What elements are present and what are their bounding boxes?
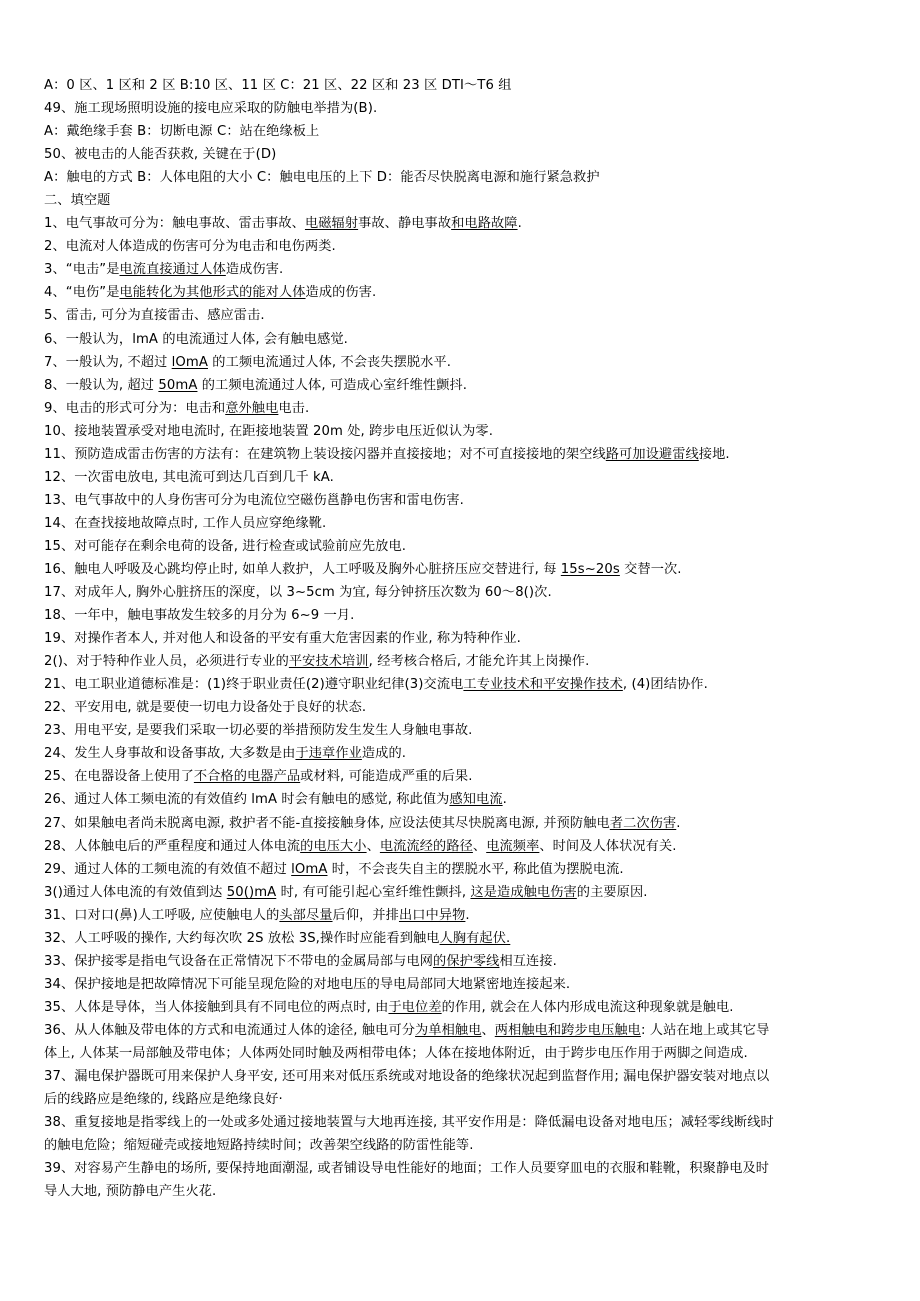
underlined-answer: 电流直接通过人体	[119, 262, 226, 278]
text-line	[44, 698, 884, 718]
text-line	[44, 929, 884, 949]
line-text: A：戴绝缘手套 B：切断电源 C：站在绝缘板上	[44, 124, 320, 140]
underlined-answer: 15s~20s	[560, 561, 620, 577]
line-text: 9、电击的形式可分为：电击和	[44, 400, 226, 416]
line-text: 5、雷击, 可分为直接雷击、感应雷击.	[44, 308, 265, 324]
text-line	[44, 1159, 884, 1179]
line-text: 39、对容易产生静电的场所, 要保持地面潮湿, 或者铺设导电性能好的地面；工作人员要穿皿电的衣服和鞋靴，积聚静电及时	[44, 1161, 770, 1177]
line-text: 后的线路应是绝缘的, 线路应是绝缘良好·	[44, 1092, 283, 1108]
underlined-answer: 为单相触电	[415, 1022, 482, 1038]
line-text: .	[517, 216, 522, 232]
line-text: 事故、静电事故	[358, 216, 452, 232]
line-text: 8、一般认为, 超过	[44, 377, 159, 393]
line-text: 22、平安用电, 就是要使一切电力设备处于良好的状态.	[44, 700, 367, 716]
line-text: 的作用, 就会在人体内形成电流这种现象就是触电.	[441, 999, 734, 1015]
line-text: 24、发生人身事故和设备事故, 大多数是由	[44, 746, 296, 762]
text-line	[44, 1044, 884, 1064]
line-text: 相互连接.	[499, 953, 557, 969]
text-line	[44, 145, 884, 165]
text-line	[44, 721, 884, 741]
line-text: .	[502, 792, 507, 808]
line-text: 2、电流对人体造成的伤害可分为电击和电伤两类.	[44, 239, 336, 255]
line-text: 二、填空题	[44, 193, 111, 209]
line-text: 17、对成年人, 胸外心脏挤压的深度，以 3~5cm 为宜, 每分钟挤压次数为 60～8()次.	[44, 585, 552, 601]
text-line	[44, 537, 884, 557]
line-text: 、	[481, 1022, 495, 1038]
line-text: 的主要原因.	[576, 884, 648, 900]
text-line	[44, 975, 884, 995]
text-line	[44, 652, 884, 672]
line-text: 的触电危险；缩短碰壳或接地短路持续时间；改善架空线路的防雷性能等.	[44, 1138, 474, 1154]
text-line	[44, 514, 884, 534]
text-line	[44, 560, 884, 580]
line-text: 、	[366, 838, 380, 854]
text-line	[44, 76, 884, 96]
underlined-answer: 于违章作业	[295, 746, 362, 762]
underlined-answer: 这是造成触电伤害	[470, 884, 577, 900]
text-line	[44, 260, 884, 280]
underlined-answer: 电能转化为其他形式的能对人体	[119, 285, 306, 301]
line-text: 6、一般认为，lmA 的电流通过人体, 会有触电感觉.	[44, 331, 348, 347]
text-line	[44, 122, 884, 142]
text-line	[44, 952, 884, 972]
text-line	[44, 883, 884, 903]
line-text: 13、电气事故中的人身伤害可分为电流位空磁伤邕静电伤害和雷电伤害.	[44, 492, 464, 508]
text-line	[44, 214, 884, 234]
text-line	[44, 790, 884, 810]
underlined-answer: 人胸有起伏.	[439, 930, 511, 946]
underlined-answer: 两相触电和跨步电压触电	[494, 1022, 641, 1038]
line-text: 26、通过人体工频电流的有效值约 lmA 时会有触电的感觉, 称此值为	[44, 792, 450, 808]
line-text: 27、如果触电者尚未脱离电源, 救护者不能-直接接触身体, 应设法使其尽快脱离电源, 并预防触电	[44, 815, 610, 831]
text-line	[44, 468, 884, 488]
text-line	[44, 1113, 884, 1133]
line-text: 电击.	[278, 400, 310, 416]
line-text: 2()、对于特种作业人员，必须进行专业的	[44, 654, 289, 670]
text-line	[44, 1136, 884, 1156]
line-text: .	[676, 815, 681, 831]
line-text: 接地.	[698, 446, 730, 462]
text-line	[44, 376, 884, 396]
line-text: 交替一次.	[619, 561, 682, 577]
text-line	[44, 399, 884, 419]
underlined-answer: 意外触电	[225, 400, 279, 416]
line-text: 3、“电击”是	[44, 262, 120, 278]
text-line	[44, 283, 884, 303]
underlined-answer: 电流流经的路径	[379, 838, 473, 854]
text-line	[44, 191, 884, 211]
text-line	[44, 606, 884, 626]
line-text: , 经考核合格后, 才能允许其上岗操作.	[368, 654, 590, 670]
line-text: 34、保护接地是把故障情况下可能呈现危险的对地电压的导电局部同大地紧密地连接起来.	[44, 976, 571, 992]
line-text: 31、口对口(鼻)人工呼吸, 应使触电人的	[44, 907, 280, 923]
line-text: 后仰，并排	[332, 907, 399, 923]
underlined-answer: 的保护零线	[433, 953, 500, 969]
underlined-answer: 头部尽量	[279, 907, 333, 923]
text-line	[44, 1021, 884, 1041]
text-line	[44, 330, 884, 350]
underlined-answer: 路可加设避雷线	[605, 446, 699, 462]
line-text: 时, 有可能引起心室纤维性颤抖,	[276, 884, 471, 900]
document-body	[44, 76, 884, 1202]
line-text: 7、一般认为, 不超过	[44, 354, 172, 370]
line-text: 造成的伤害.	[305, 285, 377, 301]
line-text: 、	[472, 838, 487, 854]
line-text: 的工频电流通过人体, 不会丧失摆脱水平.	[207, 354, 452, 370]
text-line	[44, 168, 884, 188]
line-text: 32、人工呼吸的操作, 大约每次吹 2S 放松 3S,操作时应能看到触电	[44, 930, 440, 946]
text-line	[44, 767, 884, 787]
line-text: A：触电的方式 B：人体电阻的大小 C：触电电压的上下 D：能否尽快脱离电源和施行紧急救护	[44, 170, 600, 186]
text-line	[44, 237, 884, 257]
line-text: 15、对可能存在剩余电荷的设备, 进行检查或试验前应先放电.	[44, 538, 407, 554]
line-text: 体上, 人体某一局部触及带电体；人体两处同时触及两相带电体；人体在接地体附近，由于跨步电压作用于两脚之间造成.	[44, 1045, 748, 1061]
text-line	[44, 422, 884, 442]
underlined-answer: 的电压大小	[300, 838, 367, 854]
text-line	[44, 629, 884, 649]
line-text: : 人站在地上或其它导	[640, 1022, 770, 1038]
line-text: 的工频电流通过人体, 可造成心室纤维性颤抖.	[197, 377, 468, 393]
line-text: 造成的.	[361, 746, 407, 762]
underlined-answer: lOmA	[171, 354, 208, 370]
line-text: A：0 区、1 区和 2 区 B:10 区、11 区 C：21 区、22 区和 23 区 DTI～T6 组	[44, 78, 512, 93]
text-line	[44, 1090, 884, 1110]
text-line	[44, 583, 884, 603]
underlined-answer: 电磁辐射	[304, 216, 359, 232]
text-line	[44, 675, 884, 695]
text-line	[44, 814, 884, 834]
line-text: , (4)团结协作.	[622, 677, 708, 693]
line-text: 10、接地装置承受对地电流时, 在距接地装置 20m 处, 跨步电压近似认为零.	[44, 423, 493, 439]
line-text: 25、在电器设备上使用了	[44, 769, 194, 785]
text-line	[44, 906, 884, 926]
underlined-answer: 电流频率	[486, 838, 540, 854]
line-text: 或材料, 可能造成严重的后果.	[300, 769, 473, 785]
text-line	[44, 306, 884, 326]
underlined-answer: 于电位差	[388, 999, 442, 1015]
text-line	[44, 353, 884, 373]
line-text: .	[465, 907, 470, 923]
text-line	[44, 1182, 884, 1202]
text-line	[44, 99, 884, 119]
line-text: 11、预防造成雷击伤害的方法有：在建筑物上装设接闪器并直接接地；对不可直接接地的架空线	[44, 446, 606, 462]
underlined-answer: 工专业技术和平安操作技术	[463, 677, 623, 693]
line-text: 时，不会丧失自主的摆脱水平, 称此值为摆脱电流.	[327, 861, 624, 877]
line-text: 37、漏电保护器既可用来保护人身平安, 还可用来对低压系统或对地设备的绝缘状况起到监督作用; 漏电保护器安装对地点以	[44, 1069, 770, 1085]
line-text: 、时间及人体状况有关.	[539, 838, 677, 854]
line-text: 36、从人体触及带电体的方式和电流通过人体的途径, 触电可分	[44, 1022, 416, 1038]
underlined-answer: 出口中异物	[398, 907, 466, 923]
text-line	[44, 860, 884, 880]
underlined-answer: 平安技术培训	[288, 654, 369, 670]
line-text: 18、一年中，触电事故发生较多的月分为 6~9 一月.	[44, 608, 355, 624]
underlined-answer: 和电路故障	[451, 216, 518, 232]
line-text: 35、人体是导体，当人体接触到具有不同电位的两点时, 由	[44, 999, 389, 1015]
text-line	[44, 744, 884, 764]
line-text: 1、电气事故可分为：触电事故、雷击事故、	[44, 216, 305, 232]
text-line	[44, 1067, 884, 1087]
text-line	[44, 998, 884, 1018]
line-text: 造成伤害.	[225, 262, 284, 278]
text-line	[44, 491, 884, 511]
line-text: 21、电工职业道德标准是：(1)终于职业责任(2)遵守职业纪律(3)交流电	[44, 677, 464, 693]
underlined-answer: 50()mA	[226, 884, 277, 900]
line-text: 12、一次雷电放电, 其电流可到达几百到几千 kA.	[44, 469, 334, 485]
line-text: 23、用电平安, 是要我们采取一切必要的举措预防发生发生人身触电事故.	[44, 723, 473, 739]
line-text: 14、在查找接地故障点时, 工作人员应穿绝缘靴.	[44, 515, 327, 531]
line-text: 导人大地, 预防静电产生火花.	[44, 1184, 217, 1200]
line-text: 29、通过人体的工频电流的有效值不超过	[44, 861, 292, 877]
underlined-answer: 感知电流	[449, 792, 503, 808]
underlined-answer: 不合格的电器产品	[193, 769, 301, 785]
underlined-answer: 者二次伤害	[609, 815, 677, 831]
line-text: 4、“电伤”是	[44, 285, 120, 301]
line-text: 38、重复接地是指零线上的一处或多处通过接地装置与大地再连接, 其平安作用是：降低漏电设备对地电压；减轻零线断线时	[44, 1115, 774, 1131]
line-text: 3()通过人体电流的有效值到达	[44, 884, 227, 900]
text-line	[44, 445, 884, 465]
line-text: 49、施工现场照明设施的接电应采取的防触电举措为(B).	[44, 101, 378, 117]
line-text: 33、保护接零是指电气设备在正常情况下不带电的金属局部与电网	[44, 953, 434, 969]
line-text: 16、触电人呼吸及心跳均停止时, 如单人救护，人工呼吸及胸外心脏挤压应交替进行, 每	[44, 561, 561, 577]
underlined-answer: lOmA	[291, 861, 328, 877]
line-text: 19、对操作者本人, 并对他人和设备的平安有重大危害因素的作业, 称为特种作业.	[44, 631, 521, 647]
underlined-answer: 50mA	[158, 377, 198, 393]
line-text: 50、被电击的人能否获救, 关键在于(D)	[44, 147, 277, 163]
line-text: 28、人体触电后的严重程度和通过人体电流	[44, 838, 301, 854]
text-line	[44, 837, 884, 857]
